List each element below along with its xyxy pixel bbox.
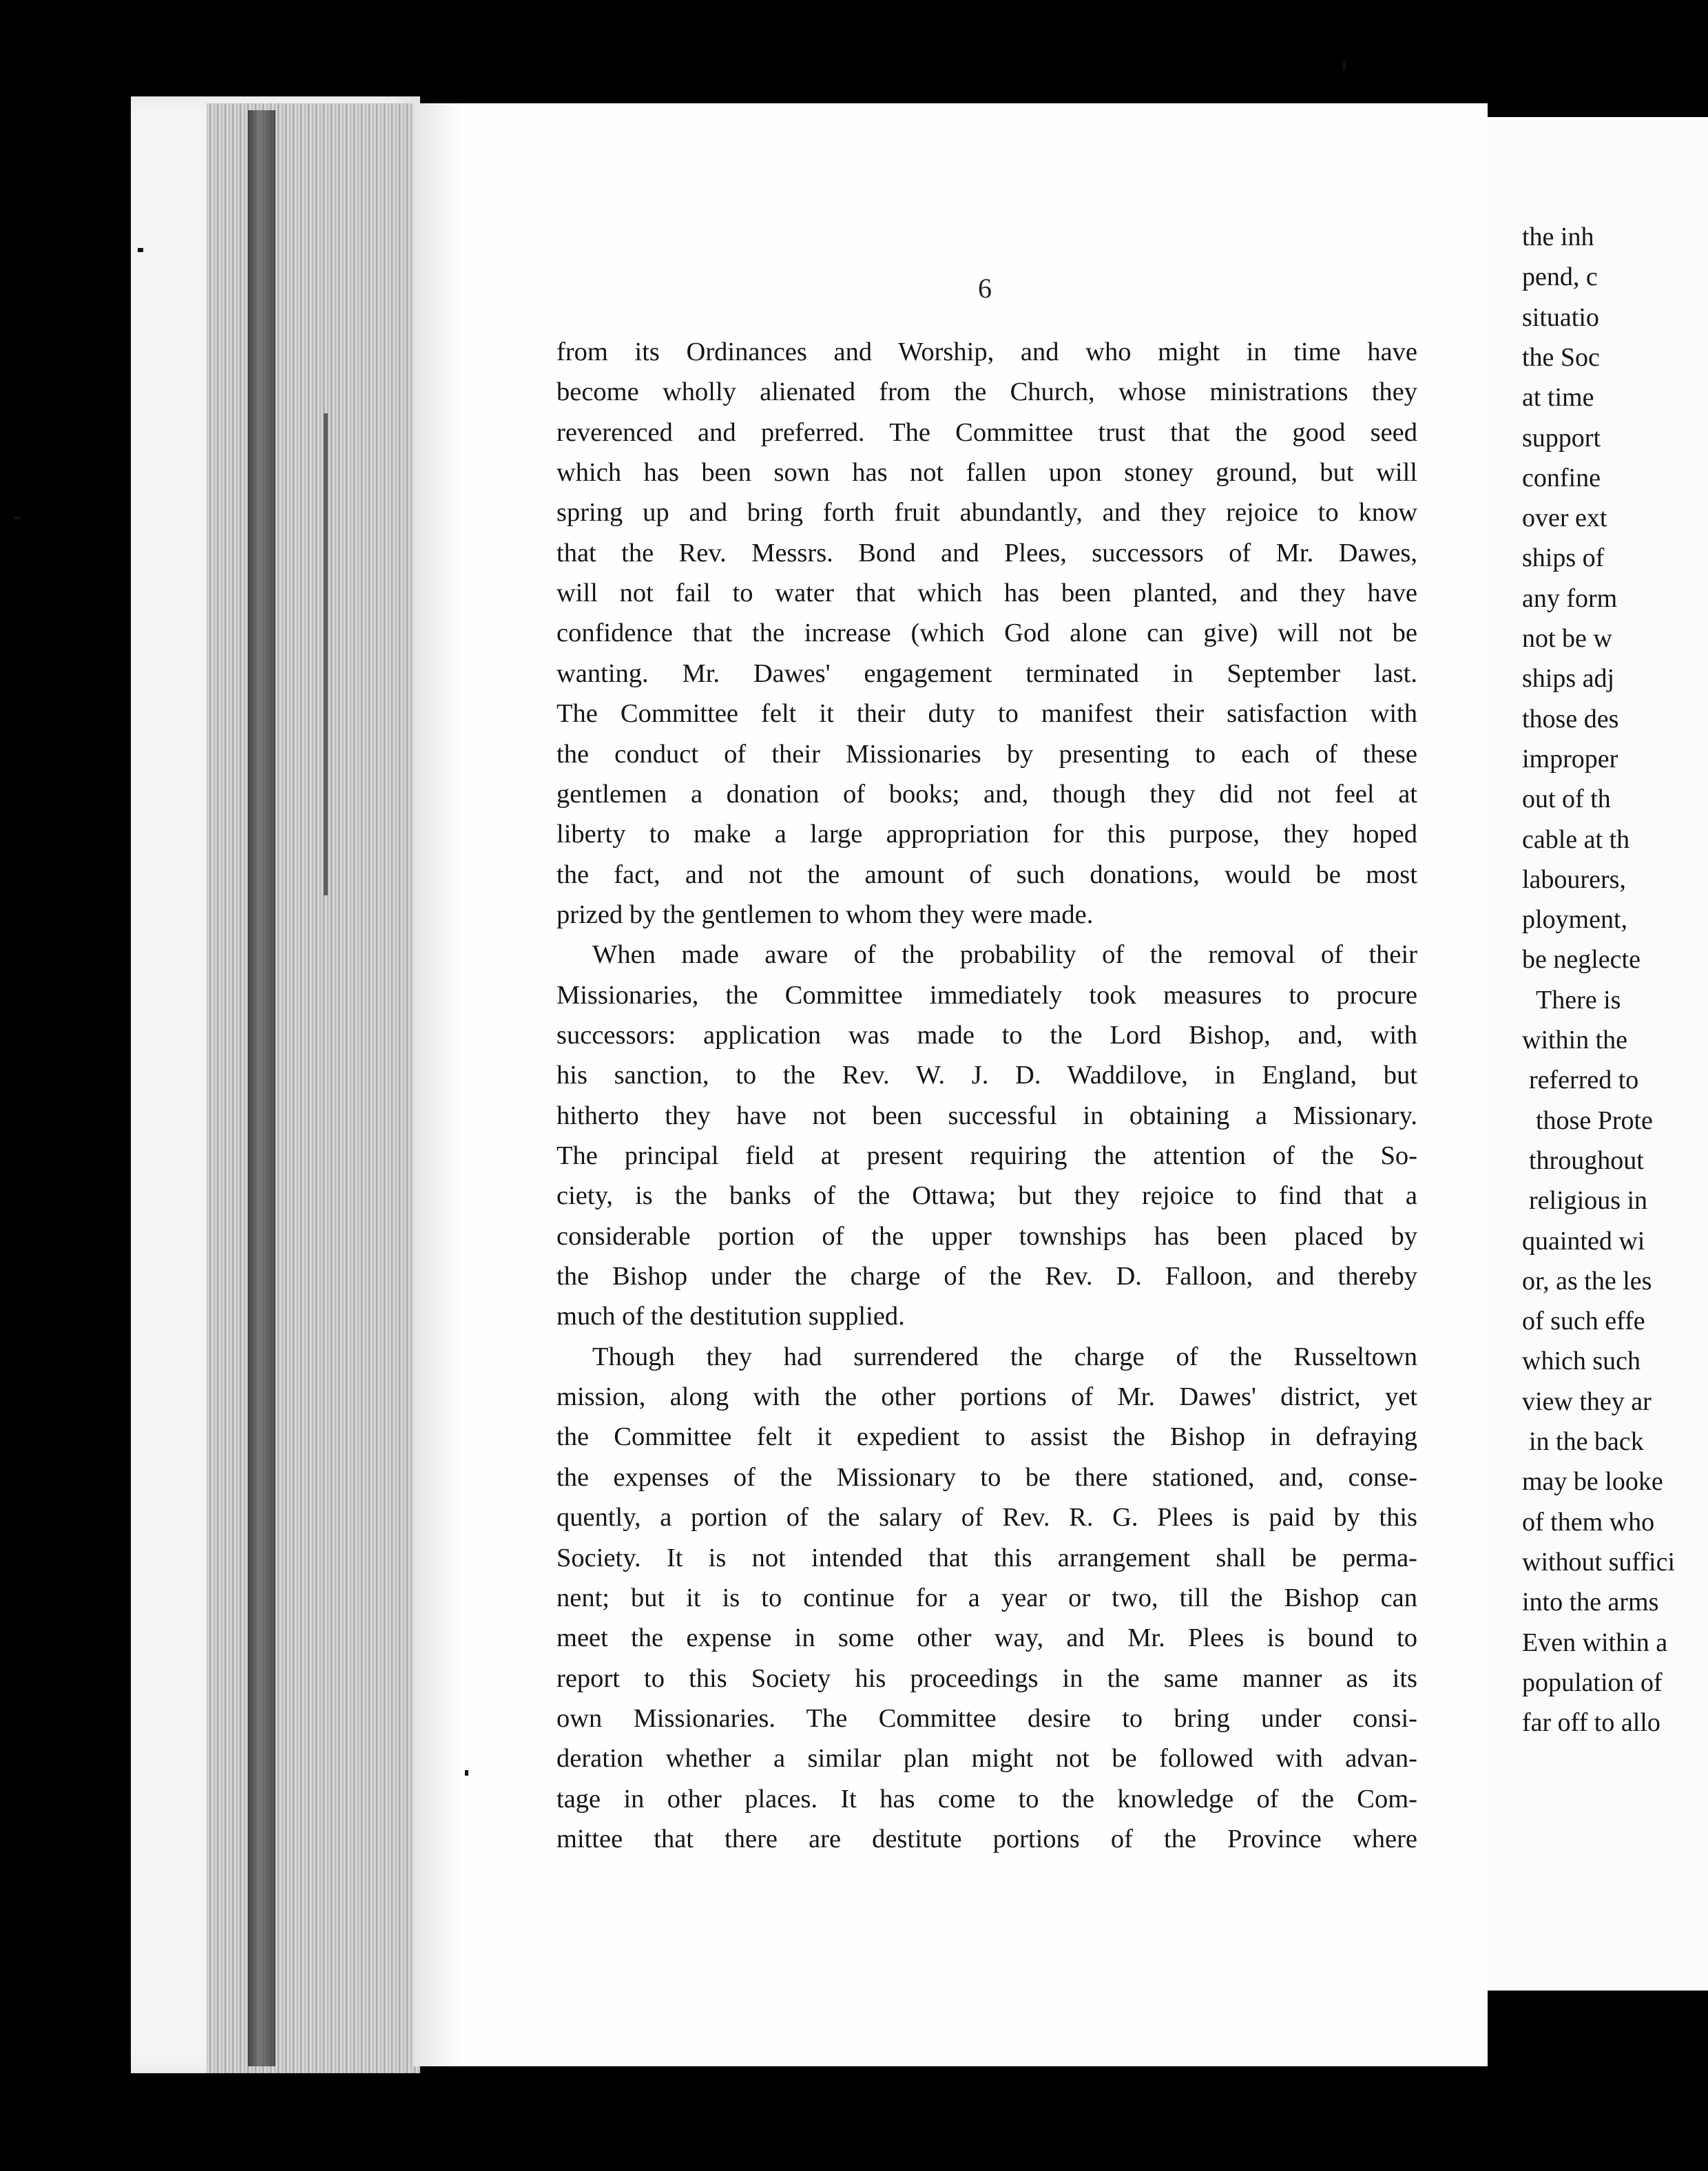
right-page-line: out of th: [1522, 785, 1611, 814]
right-page-line: of such effe: [1522, 1307, 1645, 1336]
right-page-line: which such: [1522, 1347, 1641, 1376]
right-page-line: the Soc: [1522, 342, 1600, 372]
text-line: which has been sown has not fallen upon stoney ground, but will: [556, 458, 1417, 488]
text-line: meet the expense in some other way, and Mr. Plees is bound to: [556, 1623, 1417, 1653]
text-line: the Bishop under the charge of the Rev. D. Falloon, and thereby: [556, 1262, 1417, 1291]
right-page-line: those des: [1522, 704, 1619, 734]
text-line: deration whether a similar plan might not be followed with advan-: [556, 1744, 1417, 1774]
gutter-shade: [413, 103, 461, 2066]
right-page-line: labourers,: [1522, 864, 1626, 894]
text-line: will not fail to water that which has been planted, and they have: [556, 579, 1417, 608]
right-page-line: of them who: [1522, 1507, 1655, 1537]
text-line: Missionaries, the Committee immediately took measures to procure: [556, 980, 1417, 1010]
edge-mark: [324, 413, 328, 895]
right-page-line: within the: [1522, 1026, 1628, 1055]
right-page-line: throughout: [1529, 1145, 1644, 1175]
text-line: nent; but it is to continue for a year or two, till the Bishop can: [556, 1583, 1417, 1612]
right-page-line: be neglecte: [1522, 945, 1641, 975]
page-edges: [207, 103, 420, 2073]
text-line: tage in other places. It has come to the knowledge of the Com-: [556, 1784, 1417, 1814]
text-line: from its Ordinances and Worship, and who might in time have: [556, 337, 1417, 366]
right-page-line: quainted wi: [1522, 1226, 1645, 1256]
right-page-line: in the back: [1529, 1427, 1644, 1456]
text-line: Though they had surrendered the charge of the Russeltown: [592, 1342, 1417, 1371]
page-number: 6: [978, 273, 992, 304]
text-line: the conduct of their Missionaries by presenting to each of these: [556, 739, 1417, 769]
text-line: spring up and bring forth fruit abundantly, and they rejoice to know: [556, 498, 1417, 528]
right-page-line: Even within a: [1522, 1628, 1668, 1657]
text-line: mittee that there are destitute portions of the Province where: [556, 1824, 1417, 1853]
right-page-line: any form: [1522, 583, 1618, 613]
text-line: the Committee felt it expedient to assist the Bishop in defraying: [556, 1422, 1417, 1452]
right-page-line: population of: [1522, 1668, 1663, 1697]
text-line: The Committee felt it their duty to manifest their satisfaction with: [556, 699, 1417, 729]
text-line: The principal field at present requiring the attention of the So-: [556, 1141, 1417, 1170]
text-line: that the Rev. Messrs. Bond and Plees, successors of Mr. Dawes,: [556, 538, 1417, 568]
right-page-line: improper: [1522, 744, 1618, 773]
text-line: confidence that the increase (which God alone can give) will not be: [556, 619, 1417, 648]
right-page-line: into the arms: [1522, 1588, 1659, 1617]
right-facing-page: [1488, 117, 1708, 1991]
text-line: When made aware of the probability of the removal of their: [592, 940, 1417, 970]
right-page-line: ployment,: [1522, 905, 1628, 935]
text-line: own Missionaries. The Committee desire to bring under consi-: [556, 1703, 1417, 1733]
scan-speck: [14, 517, 21, 519]
text-line: successors: application was made to the Lord Bishop, and, with: [556, 1020, 1417, 1050]
right-page-line: ships adj: [1522, 664, 1615, 694]
text-line: ciety, is the banks of the Ottawa; but they rejoice to find that a: [556, 1181, 1417, 1211]
right-page-line: may be looke: [1522, 1467, 1663, 1497]
text-line: Society. It is not intended that this arrangement shall be perma-: [556, 1543, 1417, 1572]
text-line: liberty to make a large appropriation for this purpose, they hoped: [556, 820, 1417, 849]
text-line: prized by the gentlemen to whom they were made.: [556, 900, 1094, 929]
scan-speck: [1343, 61, 1346, 70]
right-page-line: There is: [1536, 985, 1621, 1015]
text-line: his sanction, to the Rev. W. J. D. Waddilove, in England, but: [556, 1061, 1417, 1090]
text-line: hitherto they have not been successful in obtaining a Missionary.: [556, 1101, 1417, 1130]
spine-shadow: [248, 110, 275, 2066]
right-page-line: religious in: [1529, 1186, 1648, 1216]
right-page-line: far off to allo: [1522, 1708, 1660, 1738]
text-line: mission, along with the other portions of Mr. Dawes' district, yet: [556, 1382, 1417, 1412]
text-line: gentlemen a donation of books; and, though they did not feel at: [556, 779, 1417, 809]
right-page-line: cable at th: [1522, 824, 1630, 854]
text-line: much of the destitution supplied.: [556, 1302, 905, 1331]
scan-speck: [138, 248, 143, 252]
text-line: reverenced and preferred. The Committee trust that the good seed: [556, 417, 1417, 447]
text-line: report to this Society his proceedings in the same manner as its: [556, 1663, 1417, 1693]
right-page-line: or, as the les: [1522, 1266, 1652, 1296]
right-page-line: those Prote: [1536, 1105, 1653, 1135]
right-page-line: without suffici: [1522, 1547, 1676, 1577]
right-page-line: pend, c: [1522, 262, 1598, 292]
right-page-line: referred to: [1529, 1066, 1639, 1095]
right-page-line: situatio: [1522, 302, 1599, 332]
right-page-line: ships of: [1522, 543, 1605, 573]
right-page-line: over ext: [1522, 503, 1607, 533]
text-line: the fact, and not the amount of such donations, would be most: [556, 860, 1417, 889]
right-page-line: the inh: [1522, 222, 1594, 251]
right-page-line: not be w: [1522, 624, 1612, 653]
right-page-line: at time: [1522, 383, 1594, 413]
text-line: become wholly alienated from the Church, whose ministrations they: [556, 377, 1417, 407]
scan-speck: [465, 1770, 468, 1776]
text-line: quently, a portion of the salary of Rev. R. G. Plees is paid by this: [556, 1503, 1417, 1533]
text-line: wanting. Mr. Dawes' engagement terminated in September last.: [556, 658, 1417, 688]
right-page-line: view they ar: [1522, 1386, 1652, 1416]
right-page-line: support: [1522, 423, 1601, 453]
text-line: the expenses of the Missionary to be there stationed, and, conse-: [556, 1462, 1417, 1492]
right-page-line: confine: [1522, 463, 1601, 492]
text-line: considerable portion of the upper townships has been placed by: [556, 1221, 1417, 1251]
